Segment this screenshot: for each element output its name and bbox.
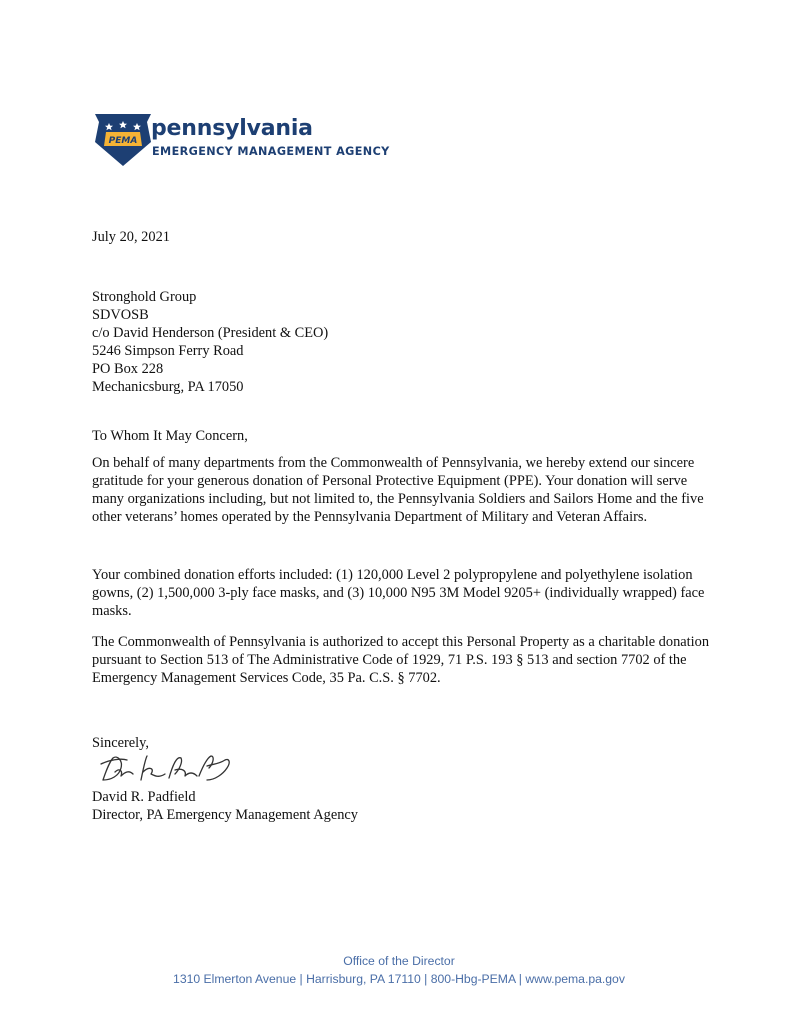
handwritten-signature	[97, 750, 237, 788]
body-paragraph: Your combined donation efforts included: (1) 120,000 Level 2 polypropylene and polyethylene isolation gowns, (2) 1,500,000 3-ply face masks, and (3) 10,000 N95 3M Model 9205+ (individually wrapped) face masks.	[92, 567, 705, 619]
signer-name: David R. Padfield	[92, 789, 196, 805]
org-name: pennsylvania	[151, 116, 313, 141]
address-line: PO Box 228	[92, 361, 164, 377]
address-line: Stronghold Group	[92, 289, 197, 305]
footer-contact: 1310 Elmerton Avenue | Harrisburg, PA 17110 | 800-Hbg-PEMA | www.pema.pa.gov	[173, 972, 625, 986]
recipient-address	[92, 288, 328, 396]
signer-title: Director, PA Emergency Management Agency	[92, 807, 358, 823]
address-line: Mechanicsburg, PA 17050	[92, 379, 244, 395]
pema-logo	[95, 112, 395, 168]
closing: Sincerely,	[92, 735, 150, 751]
letter-date: July 20, 2021	[92, 229, 170, 245]
body-paragraph: The Commonwealth of Pennsylvania is authorized to accept this Personal Property as a charitable donation pursuant to Section 513 of The Administrative Code of 1929, 71 P.S. 193 § 513 and section 7702 of the Emergency Management Services Code, 35 Pa. C.S. § 7702.	[92, 634, 710, 686]
body-paragraph: On behalf of many departments from the Commonwealth of Pennsylvania, we hereby extend our sincere gratitude for your generous donation of Personal Protective Equipment (PPE). Your donation will serve many organizations including, but not limited to, the Pennsylvania Soldiers and Sailors Home and the five other veterans’ homes operated by the Pennsylvania Department of Military and Veteran Affairs.	[92, 455, 704, 525]
svg-text:PEMA: PEMA	[108, 136, 138, 146]
address-line: SDVOSB	[92, 307, 149, 323]
org-subtitle: EMERGENCY MANAGEMENT AGENCY	[152, 145, 390, 158]
footer-office: Office of the Director	[343, 954, 455, 968]
address-line: c/o David Henderson (President & CEO)	[92, 325, 329, 341]
salutation: To Whom It May Concern,	[92, 428, 248, 444]
keystone-emblem-icon	[95, 112, 151, 166]
address-line: 5246 Simpson Ferry Road	[92, 343, 244, 359]
